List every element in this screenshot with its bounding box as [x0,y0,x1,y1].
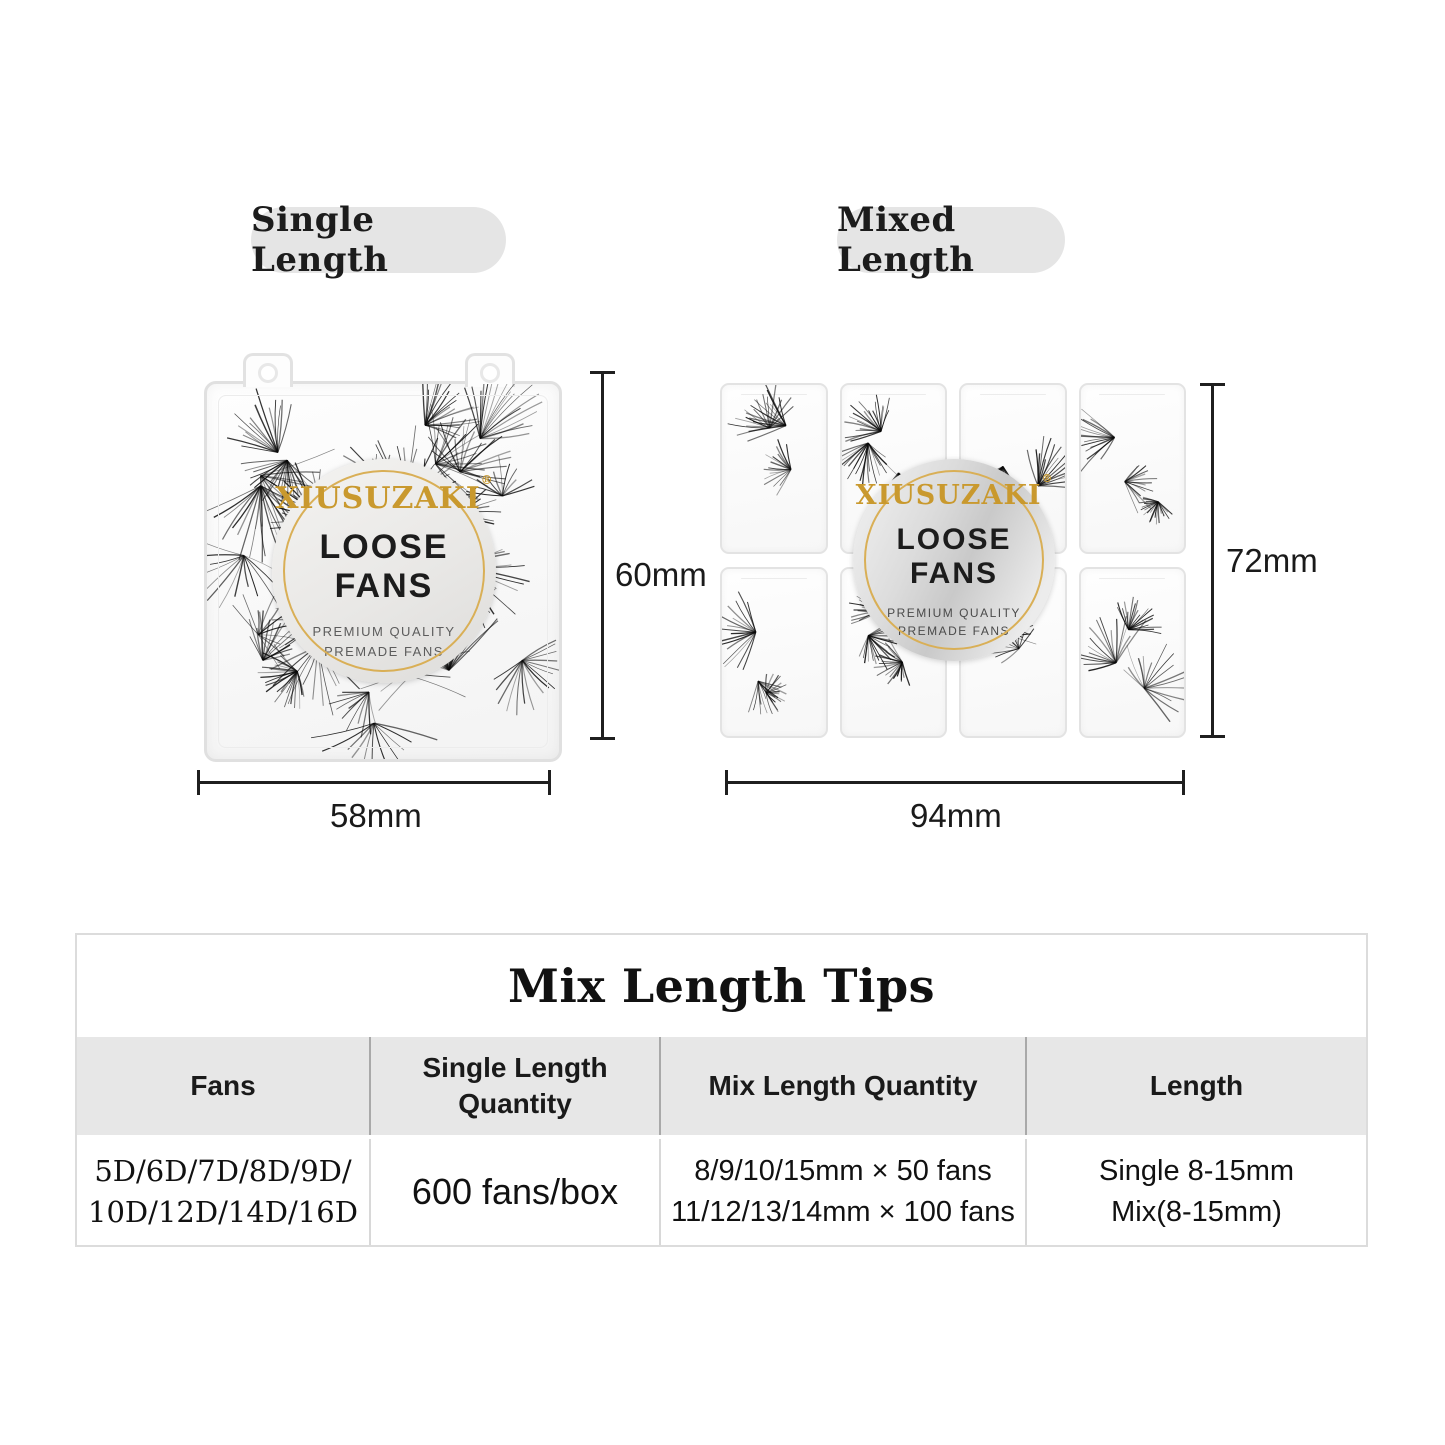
mixed-box-width-label: 94mm [910,797,1002,834]
lash-compartment [1079,383,1187,554]
single-length-badge [251,200,506,280]
mixed-length-badge [837,200,1065,280]
registered-mark: ® [480,472,493,487]
single-box-width-label: 58mm [330,797,422,834]
registered-mark: ® [1041,472,1053,486]
box-hinge [465,353,515,387]
lash-compartment [1079,567,1187,738]
fans-value-line: 10D/12D/14D/16D [88,1195,358,1229]
single-length-box [204,381,562,762]
product-name: LOOSE FANS [896,523,1012,590]
lash-fans-illustration [722,569,826,736]
single-box-height-label: 60mm [615,556,707,593]
brand-name [855,472,1053,511]
length-value-line: Single 8-15mm [1098,1155,1295,1188]
brand-sticker [853,459,1055,661]
mixed-length-box [720,383,1186,738]
brand-text: XIUSUZAKI [275,481,481,516]
tagline-line: PREMIUM QUALITY [887,606,1021,620]
tagline-line: PREMADE FANS [897,624,1010,638]
brand-sticker [272,459,496,683]
product-name: LOOSE FANS [319,528,449,605]
cell-mix-length-quantity [661,1139,1027,1245]
mix-quantity-line: 11/12/13/14mm × 100 fans [671,1196,1015,1228]
brand-text: XIUSUZAKI [855,480,1042,511]
single-quantity-value: 600 fans/box [411,1171,619,1212]
single-box-width-dimension-line [197,781,551,784]
cell-single-length-quantity [371,1139,661,1245]
brand-name [275,472,493,516]
mixed-box-height-dimension-line [1211,383,1214,738]
lash-fans-illustration [1081,569,1185,736]
header-length: Length [1149,1069,1244,1101]
mixed-length-badge-label: Mixed Length [837,200,975,280]
tagline-line: PREMIUM QUALITY [312,624,456,639]
length-value-line: Mix(8-15mm) [1111,1196,1282,1228]
cell-fans [77,1139,371,1245]
single-box-height-dimension-line [601,371,604,740]
table-header-row [77,1037,1366,1135]
cell-length [1027,1139,1366,1245]
fans-value-line: 5D/6D/7D/8D/9D/ [94,1154,352,1189]
table-data-row [77,1135,1366,1245]
header-mix-length-quantity: Mix Length Quantity [661,1037,1027,1135]
mix-length-tips-table [75,933,1368,1247]
lash-compartment [720,383,828,554]
table-title: Mix Length Tips [507,959,936,1013]
mixed-box-width-dimension-line [725,781,1185,784]
mix-quantity-line: 8/9/10/15mm × 50 fans [694,1155,992,1188]
header-fans: Fans [77,1037,371,1135]
lash-fans-illustration [1081,385,1185,552]
lash-compartment [720,567,828,738]
mixed-box-height-label: 72mm [1226,542,1318,579]
tagline-line: PREMADE FANS [324,643,444,659]
lash-fans-illustration [722,385,826,552]
header-single-length-quantity: Single Length Quantity [371,1037,661,1135]
box-hinge [243,353,293,387]
single-length-badge-label: Single Length [251,200,389,280]
